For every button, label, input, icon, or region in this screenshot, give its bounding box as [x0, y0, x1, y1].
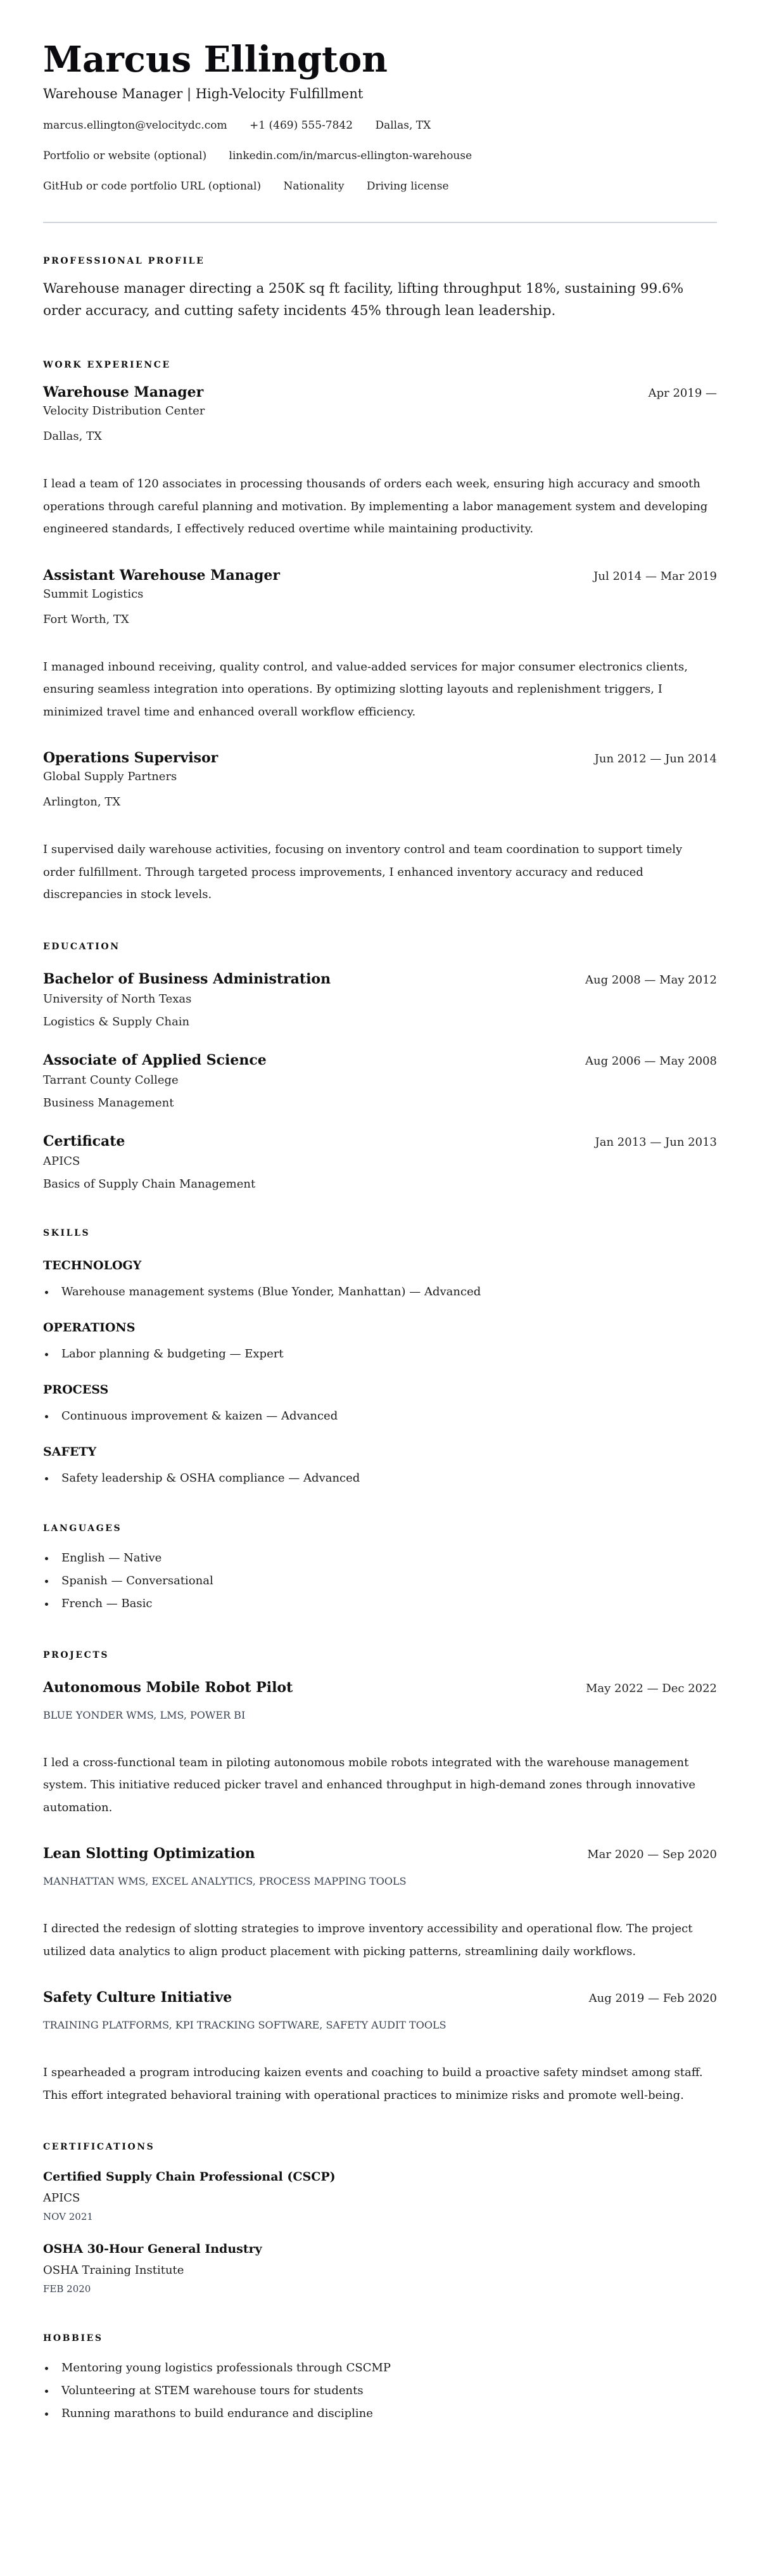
education-degree: Certificate — [43, 1132, 125, 1150]
project-tech: TRAINING PLATFORMS, KPI TRACKING SOFTWARE, SAFETY AUDIT TOOLS — [43, 2019, 446, 2031]
bullet-icon — [45, 1603, 48, 1606]
job-description: I managed inbound receiving, quality control, and value-added services for major consumer electronics clients, ensuring seamless integration into operations. By optimizing slotting layouts and replenishment triggers, I minimized travel time and enhanced overall workflow efficiency. — [43, 660, 688, 719]
job-description: I lead a team of 120 associates in processing thousands of orders each week, ensuring high accuracy and smooth operations through careful planning and motivation. By implementing a labor management system and developing engineered standards, I effectively reduced overtime while maintaining productivity. — [43, 477, 708, 535]
bullet-icon — [45, 1557, 48, 1560]
skill-category: OPERATIONS — [43, 1320, 136, 1335]
section-title-education: EDUCATION — [43, 941, 120, 952]
job-date: Jul 2014 — Mar 2019 — [593, 569, 717, 583]
contact-linkedin[interactable]: linkedin.com/in/marcus-ellington-warehouse — [229, 150, 472, 162]
job-company: Velocity Distribution Center — [43, 404, 205, 418]
job-entry — [43, 748, 717, 906]
education-entry — [43, 1051, 717, 1112]
header-divider — [43, 222, 717, 223]
project-description: I directed the redesign of slotting strategies to improve inventory accessibility and operational flow. The project utilized data analytics to align product placement with picking patterns, streamlining daily workflows. — [43, 1922, 693, 1958]
section-title-profile: PROFESSIONAL PROFILE — [43, 256, 205, 266]
project-entry — [43, 1678, 717, 1819]
project-date: Mar 2020 — Sep 2020 — [587, 1848, 717, 1861]
bullet-icon — [45, 1415, 48, 1418]
job-entry — [43, 383, 717, 541]
section-title-projects: PROJECTS — [43, 1650, 110, 1660]
contact-phone[interactable]: +1 (469) 555-7842 — [250, 119, 353, 132]
section-languages — [43, 1522, 717, 1612]
candidate-name: Marcus Ellington — [43, 39, 388, 80]
job-date: Jun 2012 — Jun 2014 — [594, 752, 717, 766]
section-projects — [43, 1649, 717, 2107]
project-description: I spearheaded a program introducing kaizen events and coaching to build a proactive safety mindset among staff. This effort integrated behavioral training with operational practices to minimize risks and promote well-being. — [43, 2066, 703, 2102]
bullet-icon — [45, 1353, 48, 1356]
bullet-icon — [45, 2390, 48, 2393]
contact-driving-license: Driving license — [366, 180, 449, 193]
skill-group-technology — [43, 1257, 717, 1300]
skill-group-process — [43, 1381, 717, 1425]
job-location: Dallas, TX — [43, 430, 102, 443]
bullet-icon — [45, 1580, 48, 1583]
section-title-hobbies: HOBBIES — [43, 2333, 103, 2343]
job-title: Operations Supervisor — [43, 750, 218, 766]
section-title-experience: WORK EXPERIENCE — [43, 360, 171, 370]
project-entry — [43, 1988, 717, 2106]
candidate-headline: Warehouse Manager | High-Velocity Fulfillment — [43, 86, 364, 101]
bullet-icon — [45, 2413, 48, 2416]
language-item: French — Basic — [43, 1596, 717, 1612]
education-date: Aug 2006 — May 2008 — [585, 1054, 717, 1068]
job-company: Global Supply Partners — [43, 770, 177, 783]
resume-header — [43, 39, 717, 194]
profile-summary: Warehouse manager directing a 250K sq ft facility, lifting throughput 18%, sustaining 99.6% order accuracy, and cutting safety incidents 45% through lean leadership. — [43, 281, 684, 319]
job-date: Apr 2019 — — [648, 387, 717, 400]
education-field: Business Management — [43, 1096, 174, 1110]
section-experience — [43, 359, 717, 906]
section-title-certifications: CERTIFICATIONS — [43, 2142, 155, 2152]
job-company: Summit Logistics — [43, 587, 144, 601]
project-title: Autonomous Mobile Robot Pilot — [43, 1679, 293, 1696]
language-item: English — Native — [43, 1550, 717, 1567]
contact-row-primary — [43, 118, 717, 133]
project-tech: MANHATTAN WMS, EXCEL ANALYTICS, PROCESS MAPPING TOOLS — [43, 1875, 407, 1887]
contact-portfolio[interactable]: Portfolio or website (optional) — [43, 150, 207, 162]
skill-category: SAFETY — [43, 1444, 97, 1459]
contact-github[interactable]: GitHub or code portfolio URL (optional) — [43, 180, 262, 193]
job-entry — [43, 566, 717, 724]
project-entry — [43, 1844, 717, 1963]
education-date: Aug 2008 — May 2012 — [585, 973, 717, 987]
project-title: Safety Culture Initiative — [43, 1989, 232, 2006]
bullet-icon — [45, 1291, 48, 1294]
section-certifications — [43, 2141, 717, 2295]
education-field: Basics of Supply Chain Management — [43, 1177, 256, 1191]
contact-row-extra — [43, 179, 717, 194]
certification-issuer: APICS — [43, 2191, 80, 2205]
contact-nationality: Nationality — [283, 180, 345, 193]
skill-group-safety — [43, 1444, 717, 1487]
language-item: Spanish — Conversational — [43, 1573, 717, 1589]
section-profile — [43, 255, 717, 322]
section-title-skills: SKILLS — [43, 1227, 91, 1238]
skill-category: TECHNOLOGY — [43, 1258, 142, 1272]
education-school: Tarrant County College — [43, 1073, 179, 1087]
job-title: Assistant Warehouse Manager — [43, 567, 280, 584]
section-hobbies — [43, 2332, 717, 2422]
certification-title: OSHA 30-Hour General Industry — [43, 2242, 262, 2256]
project-date: Aug 2019 — Feb 2020 — [588, 1992, 717, 2005]
education-degree: Associate of Applied Science — [43, 1051, 267, 1068]
certification-entry — [43, 2169, 717, 2223]
education-entry — [43, 970, 717, 1030]
skill-item: Labor planning & budgeting — Expert — [43, 1346, 717, 1362]
skill-category: PROCESS — [43, 1382, 109, 1397]
contact-row-links — [43, 148, 717, 163]
section-education — [43, 940, 717, 1193]
project-tech: BLUE YONDER WMS, LMS, POWER BI — [43, 1708, 246, 1721]
contact-email[interactable]: marcus.ellington@velocitydc.com — [43, 119, 227, 132]
job-location: Fort Worth, TX — [43, 612, 129, 626]
certification-title: Certified Supply Chain Professional (CSCP) — [43, 2170, 336, 2184]
education-school: APICS — [43, 1154, 80, 1168]
hobby-item: Running marathons to build endurance and discipline — [43, 2406, 717, 2422]
certification-entry — [43, 2241, 717, 2295]
project-date: May 2022 — Dec 2022 — [586, 1681, 717, 1695]
skill-item: Safety leadership & OSHA compliance — Advanced — [43, 1470, 717, 1487]
bullet-icon — [45, 1477, 48, 1480]
section-skills — [43, 1227, 717, 1487]
education-date: Jan 2013 — Jun 2013 — [595, 1135, 717, 1149]
section-title-languages: LANGUAGES — [43, 1523, 122, 1534]
certification-date: NOV 2021 — [43, 2211, 93, 2222]
certification-date: FEB 2020 — [43, 2283, 91, 2295]
certification-issuer: OSHA Training Institute — [43, 2264, 184, 2277]
job-title: Warehouse Manager — [43, 384, 204, 400]
contact-location: Dallas, TX — [375, 119, 431, 132]
job-location: Arlington, TX — [43, 795, 121, 809]
bullet-icon — [45, 2367, 48, 2370]
hobby-item: Mentoring young logistics professionals through CSCMP — [43, 2360, 717, 2376]
hobby-item: Volunteering at STEM warehouse tours for students — [43, 2383, 717, 2399]
job-description: I supervised daily warehouse activities, focusing on inventory control and team coordination to support timely order fulfillment. Through targeted process improvements, I enhanced inventory accuracy and reduced discrepancies in stock levels. — [43, 843, 683, 901]
education-school: University of North Texas — [43, 992, 192, 1006]
skill-item: Warehouse management systems (Blue Yonder, Manhattan) — Advanced — [43, 1284, 717, 1300]
education-degree: Bachelor of Business Administration — [43, 970, 331, 987]
education-entry — [43, 1132, 717, 1193]
project-title: Lean Slotting Optimization — [43, 1845, 255, 1862]
skill-item: Continuous improvement & kaizen — Advanced — [43, 1408, 717, 1425]
education-field: Logistics & Supply Chain — [43, 1015, 190, 1028]
skill-group-operations — [43, 1319, 717, 1362]
project-description: I led a cross-functional team in piloting autonomous mobile robots integrated with the warehouse management system. This initiative reduced picker travel and enhanced throughput in high-demand zones through innovative automation. — [43, 1755, 696, 1814]
